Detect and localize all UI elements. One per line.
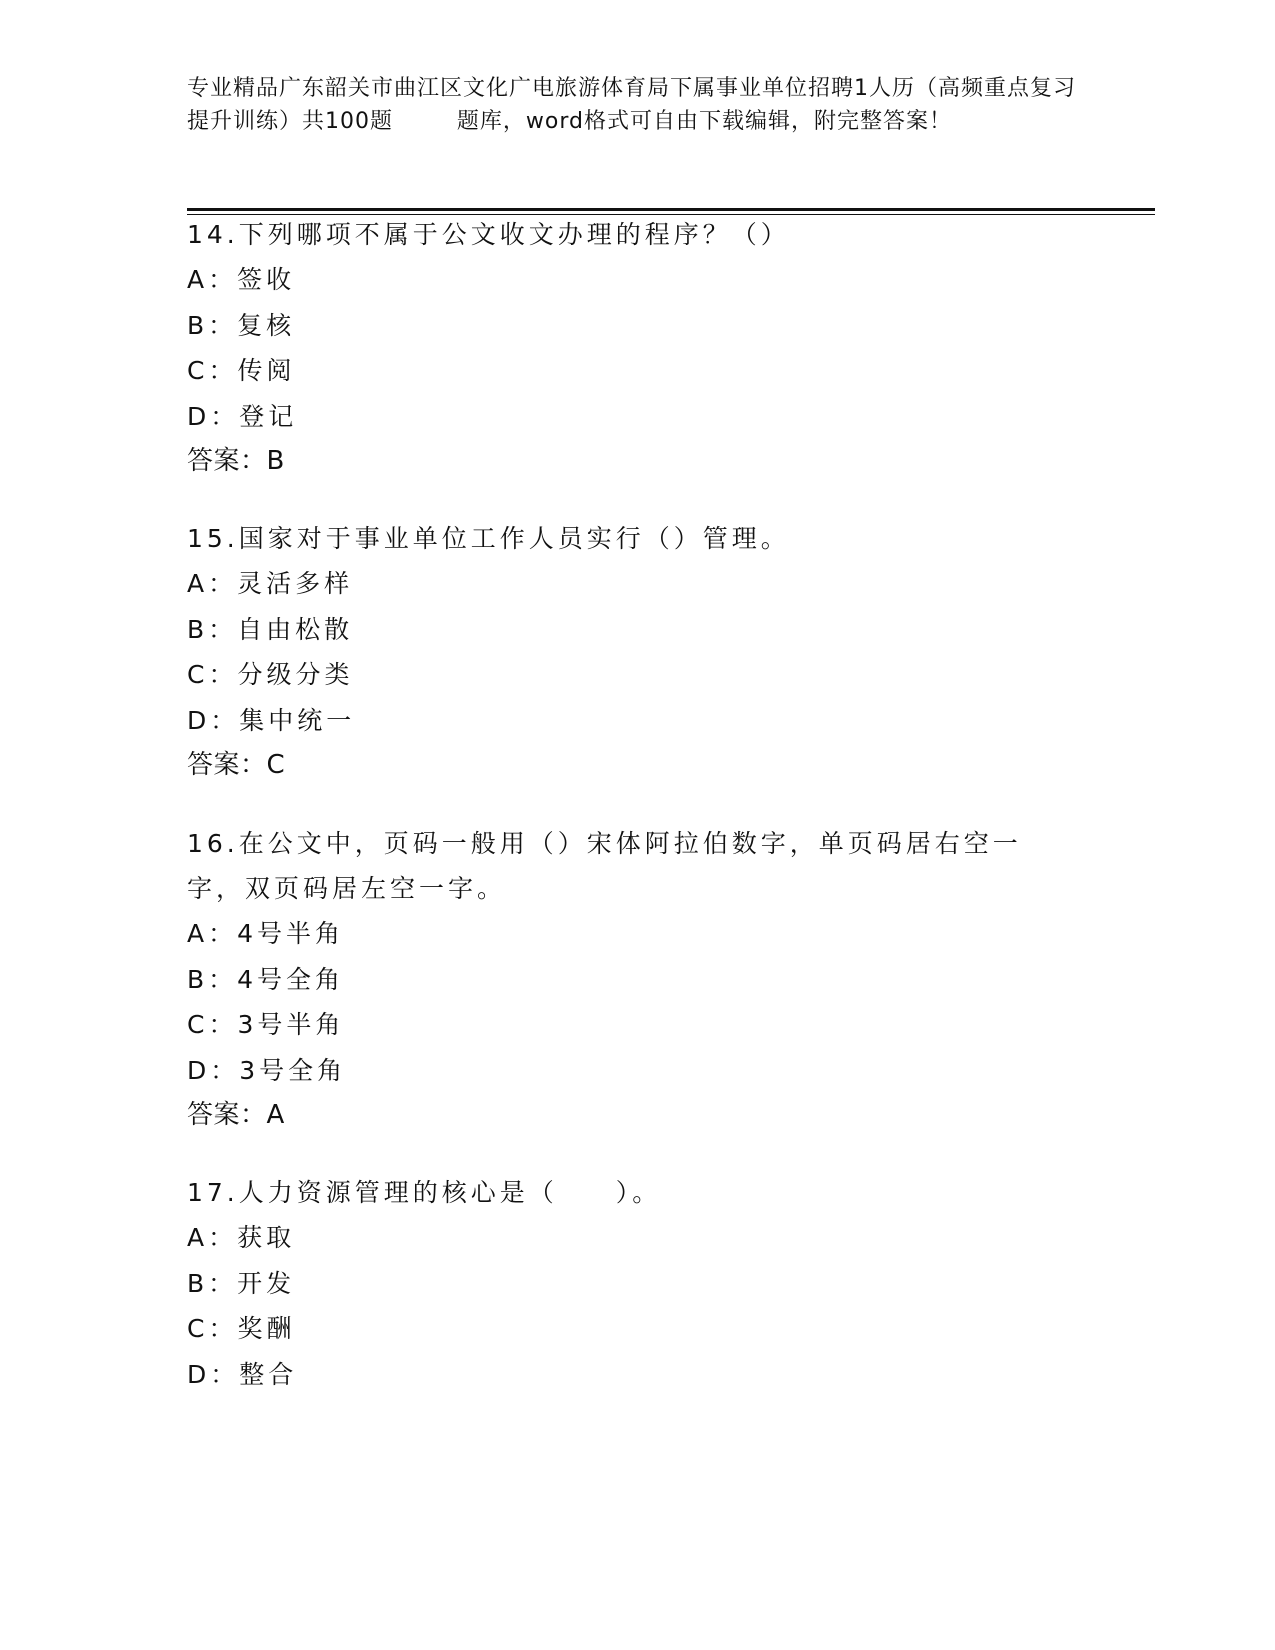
question-17: [187, 1170, 1087, 1397]
option-b: B：开发: [187, 1268, 296, 1298]
option-a: A：获取: [187, 1223, 296, 1252]
question-16: [187, 821, 1067, 1138]
answer-line: 答案：B: [187, 446, 285, 476]
header-divider-thick: [187, 208, 1155, 211]
question-text: 16.在公文中，页码一般用（）宋体阿拉伯数字，单页码居右空一字，双页码居左空一字。: [187, 829, 1022, 903]
answer-line: 答案：A: [187, 1100, 285, 1130]
question-15: [187, 516, 1087, 788]
document-title: 专业精品广东韶关市曲江区文化广电旅游体育局下属事业单位招聘1人历（高频重点复习提升训练）共100题 题库，word格式可自由下载编辑，附完整答案！: [187, 76, 1076, 134]
option-d: D：整合: [187, 1359, 298, 1389]
option-c: C：奖酬: [187, 1314, 296, 1343]
question-text: 15.国家对于事业单位工作人员实行（）管理。: [187, 524, 790, 553]
question-14: [187, 212, 1087, 484]
option-c: C：分级分类: [187, 660, 354, 689]
option-d: D：3号全角: [187, 1055, 347, 1085]
option-b: B：自由松散: [187, 614, 354, 644]
option-a: A：灵活多样: [187, 569, 354, 598]
option-a: A：签收: [187, 265, 296, 294]
option-c: C：3号半角: [187, 1010, 345, 1039]
option-b: B：4号全角: [187, 964, 345, 994]
question-text: 14.下列哪项不属于公文收文办理的程序？（）: [187, 220, 790, 249]
option-d: D：登记: [187, 401, 298, 431]
option-d: D：集中统一: [187, 705, 356, 735]
question-text: 17.人力资源管理的核心是（ ）。: [187, 1178, 662, 1207]
answer-line: 答案：C: [187, 750, 286, 780]
option-c: C：传阅: [187, 356, 296, 385]
option-a: A：4号半角: [187, 919, 345, 948]
option-b: B：复核: [187, 310, 296, 340]
